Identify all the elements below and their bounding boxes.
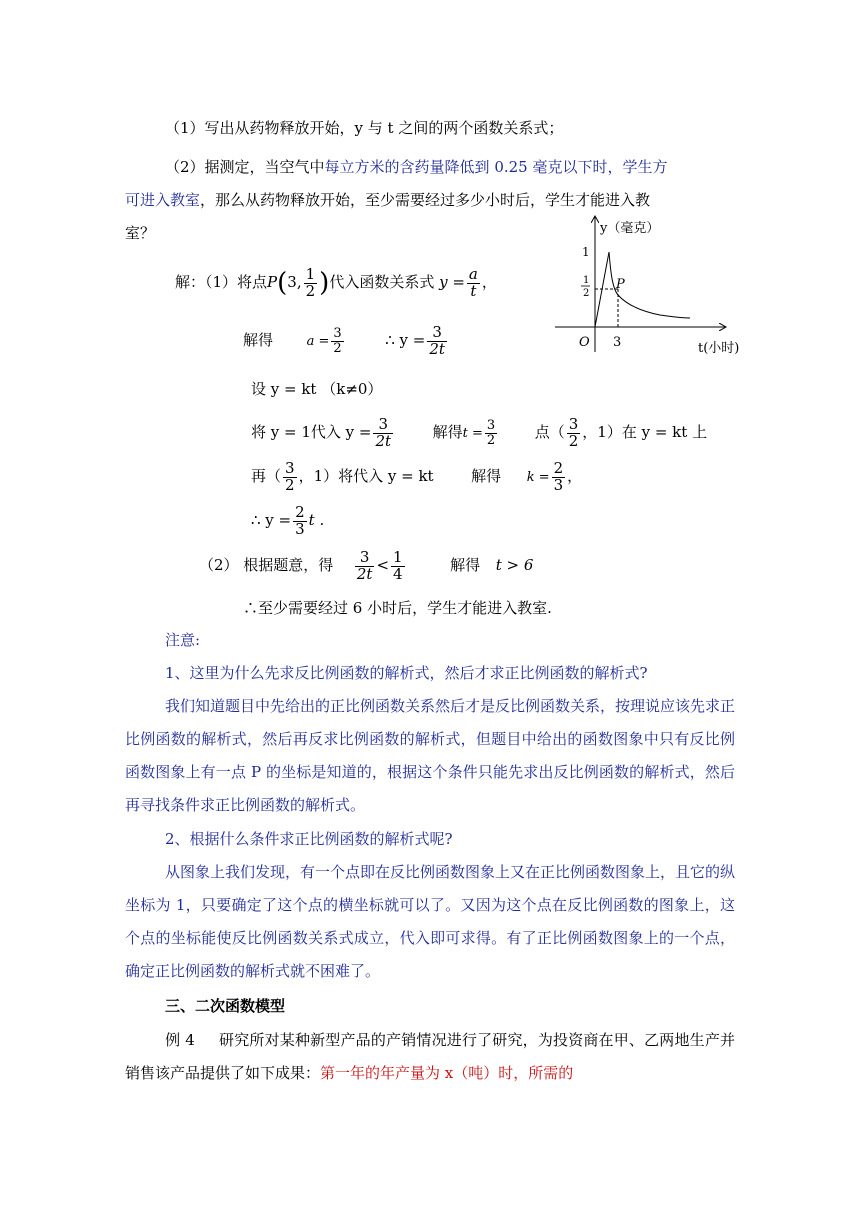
- solution-part-2: [199, 545, 533, 585]
- quarter-den: 4: [393, 564, 403, 583]
- a-den: 2: [333, 340, 342, 356]
- question-2-highlight-a: 每立方米的含药量降低到 0.25 毫克以下时，学生方: [324, 158, 668, 176]
- question-2-line3: 室？: [125, 224, 156, 242]
- solve-label-2: 解得: [432, 423, 463, 441]
- t-eq: t =: [462, 426, 483, 441]
- t-result: t > 6: [495, 556, 534, 574]
- t-num: 3: [486, 417, 496, 433]
- point-p-y-den: 2: [305, 281, 316, 300]
- note-label: 注意:: [165, 631, 201, 649]
- solution-line-6: [251, 500, 324, 540]
- example-4: [125, 1024, 735, 1090]
- pt-den: 2: [568, 431, 579, 450]
- point-p: P: [267, 273, 278, 291]
- function-graph: [550, 212, 760, 357]
- solution-line-2: [243, 320, 449, 362]
- question-2-text-a: （2）据测定，当空气中: [165, 158, 325, 176]
- frac-t: t: [470, 281, 477, 300]
- note-2-paragraph-text: 从图象上我们发现，有一个点即在反比例函数图象上又在正比例函数图象上，且它的纵坐标为 1，只要确定了这个点的横坐标就可以了。又因为这个点在反比例函数的图象上，这个点的坐标能使反比例函数关系式成立，代入即可求得。有了正比例函数图象上的一个点，确定正比例函数的解析式就不困难了。: [125, 863, 736, 980]
- quarter-num: 1: [393, 547, 403, 566]
- note-1-paragraph: [125, 690, 735, 822]
- y-eq: y =: [439, 273, 465, 291]
- point-on-line: ，1）在 y = kt 上: [582, 423, 708, 441]
- note-2-paragraph: [125, 856, 735, 988]
- question-1: （1）写出从药物释放开始，y 与 t 之间的两个函数关系式；: [165, 119, 564, 137]
- a-num: 3: [333, 325, 342, 341]
- note-1-paragraph-text: 我们知道题目中先给出的正比例函数关系然后才是反比例函数关系，按理说应该先求正比例函数的解析式，然后再反求比例函数的解析式，但题目中给出的函数图象中只有反比例函数图象上有一点 P 的坐标是知道的，根据这个条件只能先求出反比例函数的解析式，然后再寻找条件求正比例函数的解析式。: [125, 697, 736, 814]
- solution-intro: 解：（1）将点: [175, 273, 268, 291]
- again-substitute: ，1）将代入 y = kt: [298, 467, 434, 485]
- y-den: 2t: [429, 339, 445, 358]
- example-text: 研究所对某种新型产品的产销情况进行了研究，为投资商在甲、乙两地生产并销售该产品提供了如下成果：: [125, 1031, 735, 1082]
- ineq-den: 2t: [356, 564, 373, 583]
- question-2-text-b: ，那么从药物释放开始，至少需要经过多少小时后，学生才能进入教: [200, 191, 651, 209]
- therefore-y: ∴ y =: [385, 331, 426, 349]
- again-den: 2: [285, 475, 295, 494]
- ineq-num: 3: [355, 550, 375, 567]
- example-highlight: 第一年的年产量为 x（吨）时，所需的: [320, 1064, 574, 1082]
- final-den: 3: [295, 519, 305, 538]
- question-2-highlight-b: 可进入教室: [125, 191, 201, 209]
- solve-label-4: 解得: [450, 556, 481, 574]
- note-1: 1、这里为什么先求反比例函数的解析式，然后才求正比例函数的解析式?: [165, 664, 648, 682]
- example-label: 例 4: [165, 1031, 195, 1049]
- again-label: 再（: [251, 467, 282, 485]
- point-p-y-num: 1: [305, 264, 316, 283]
- solution-line-1: 解：（1）将点P(3, $\frac{1}{2}$ )代入函数关系式 y = $\frac{a}{t}$ ，: [175, 264, 497, 300]
- solution-line-4: [251, 412, 707, 454]
- point-p-x: 3,: [287, 273, 302, 291]
- point-label: 点（: [534, 423, 565, 441]
- k-eq: k =: [526, 470, 550, 485]
- question-2-line2: [125, 189, 735, 210]
- again-num: 3: [285, 458, 295, 477]
- solve-label-3: 解得: [471, 467, 502, 485]
- final-t: t .: [308, 511, 325, 529]
- conclusion: ∴至少需要经过 6 小时后，学生才能进入教室.: [243, 599, 552, 617]
- part-2-label: （2） 根据题意，得: [199, 556, 334, 574]
- y-tick-half-den: 2: [583, 288, 590, 299]
- solution-substitute: 代入函数关系式: [329, 273, 435, 291]
- k-den: 3: [553, 475, 564, 494]
- question-2-line1: [165, 156, 667, 177]
- solve-label: 解得: [243, 331, 274, 349]
- sub-den: 2t: [375, 431, 392, 450]
- solution-line-3: 设 y = kt （k≠0）: [251, 380, 383, 398]
- therefore-y2: ∴ y =: [251, 511, 292, 529]
- frac-a: a: [468, 264, 478, 283]
- comma-2: ，: [567, 467, 583, 485]
- y-tick-half-num: 1: [583, 275, 590, 286]
- pt-num: 3: [568, 414, 579, 433]
- a-eq: a =: [306, 334, 330, 349]
- less-than: <: [376, 556, 390, 574]
- sub-num: 3: [373, 417, 393, 434]
- point-p-label: P: [616, 277, 625, 292]
- y-tick-1: 1: [582, 245, 590, 259]
- x-tick-3: 3: [613, 335, 622, 350]
- final-num: 2: [295, 502, 305, 521]
- t-den: 2: [486, 432, 496, 448]
- section-title: 三、二次函数模型: [165, 997, 286, 1015]
- comma: ，: [481, 273, 497, 291]
- origin-label: O: [579, 335, 590, 350]
- solution-line-5: [251, 456, 582, 498]
- y-num: 3: [427, 325, 447, 342]
- x-axis-label: t(小时): [698, 341, 740, 356]
- y-axis-label: y（毫克）: [600, 221, 660, 236]
- note-2: 2、根据什么条件求正比例函数的解析式呢?: [165, 830, 453, 848]
- k-num: 2: [553, 458, 564, 477]
- substitute-y1: 将 y = 1代入 y =: [251, 423, 372, 441]
